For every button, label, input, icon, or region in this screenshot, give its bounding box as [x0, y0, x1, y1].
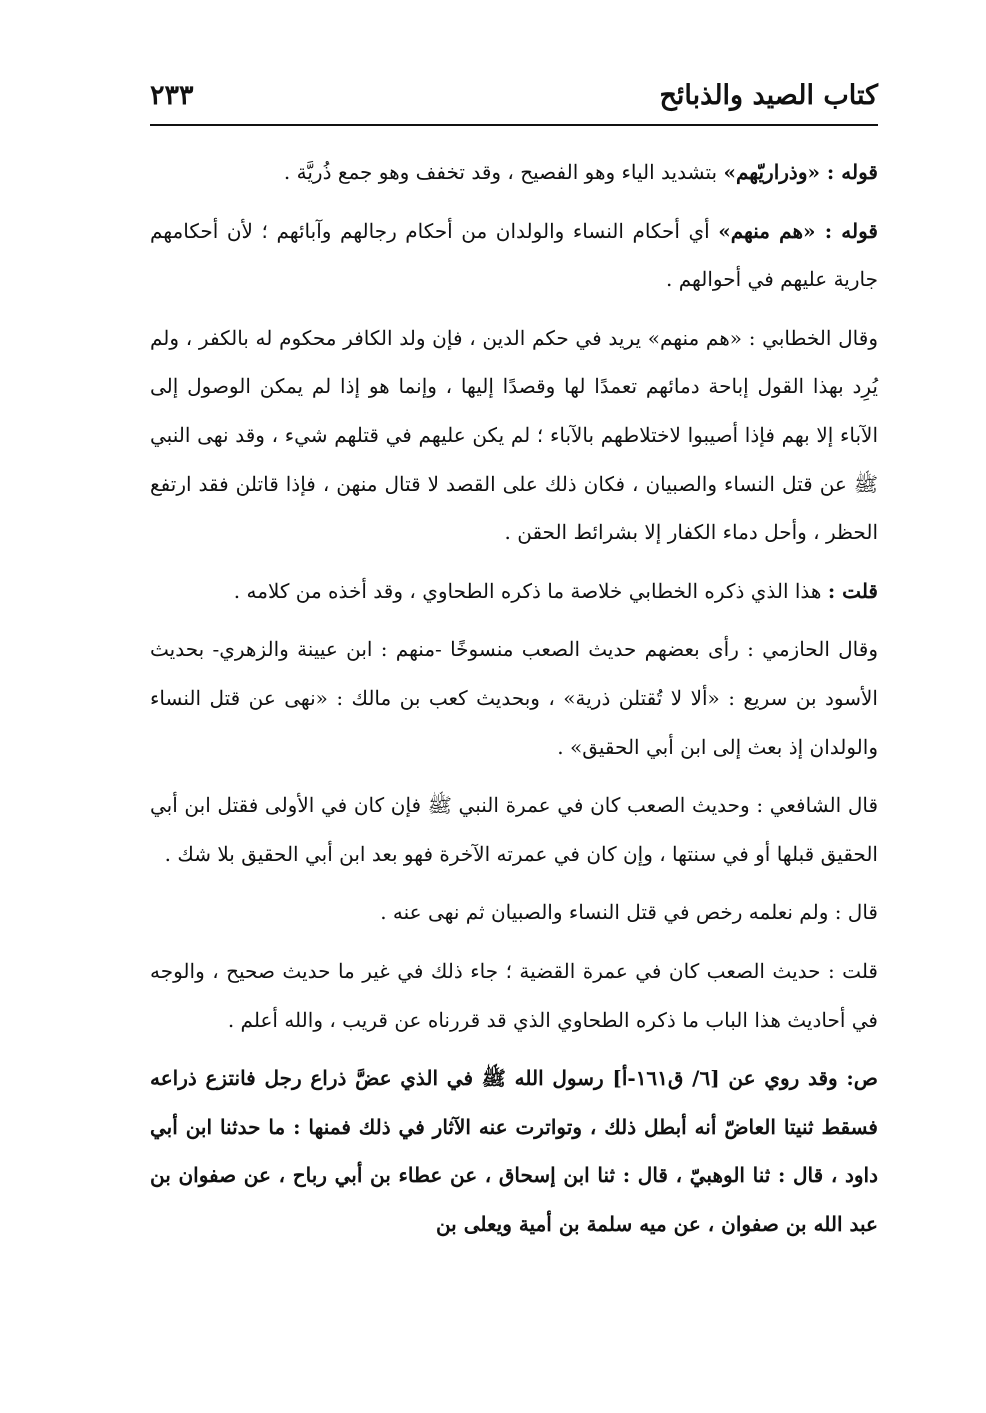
paragraph: [150, 625, 878, 771]
paragraph-text: بتشديد الياء وهو الفصيح ، وقد تخفف وهو جمع ذُريَّة .: [283, 160, 724, 184]
paragraph: [150, 781, 878, 878]
paragraph: [150, 567, 878, 616]
running-header: [150, 78, 878, 126]
paragraph: [150, 207, 878, 304]
paragraph-lead: قلت :: [827, 578, 878, 603]
paragraph-text: قال : ولم نعلمه رخص في قتل النساء والصبيان ثم نهى عنه .: [380, 900, 878, 925]
paragraph-text: قلت : حديث الصعب كان في عمرة القضية ؛ جاء ذلك في غير ما حديث صحيح ، والوجه في أحاديث هذا الباب ما ذكره الطحاوي الذي قد قررناه عن قريب ، والله أعلم .: [150, 958, 878, 1032]
paragraph-lead: قوله : «وذراريّهم»: [723, 160, 878, 184]
page-number: ٢٣٣: [150, 80, 194, 111]
chapter-title: كتاب الصيد والذبائح: [659, 80, 878, 111]
matn-lead: ص:: [846, 1066, 878, 1091]
paragraph-text: قال الشافعي : وحديث الصعب كان في عمرة النبي ﷺ فإن كان في الأولى فقتل ابن أبي الحقيق قبلها أو في سنتها ، وإن كان في عمرته الآخرة فهو بعد ابن أبي الحقيق بلا شك .: [150, 793, 878, 866]
matn-paragraph: [150, 1054, 878, 1248]
paragraph: [150, 947, 878, 1044]
paragraph-text: هذا الذي ذكره الخطابي خلاصة ما ذكره الطحاوي ، وقد أخذه من كلامه .: [233, 578, 828, 603]
paragraph: [150, 314, 878, 557]
paragraph-text: وقال الخطابي : «هم منهم» يريد في حكم الدين ، فإن ولد الكافر محكوم له بالكفر ، ولم يُرِد بهذا القول إباحة دمائهم تعمدًا لها وقصدًا إليها ، وإنما هو إذا لم يمكن الوصول إلى الآباء إلا بهم فإذا أصيبوا لاختلاطهم بالآباء ؛ لم يكن عليهم في قتلهم شيء ، وقد نهى النبي ﷺ عن قتل النساء والصبيان ، فكان ذلك على القصد لا قتال منهن ، فإذا قاتلن فقد ارتفع الحظر ، وأحل دماء الكفار إلا بشرائط الحقن .: [150, 325, 878, 545]
matn-text: وقد روي عن [٦/ ق١٦١-أ] رسول الله ﷺ في الذي عضَّ ذراع رجل فانتزع ذراعه فسقط ثنيتا العاضّ أنه أبطل ذلك ، وتواترت عنه الآثار في ذلك فمنها : ما حدثنا ابن أبي داود ، قال : ثنا الوهبيّ ، قال : ثنا ابن إسحاق ، عن عطاء بن أبي رباح ، عن صفوان بن عبد الله بن صفوان ، عن ميه سلمة بن أمية ويعلى بن: [150, 1066, 878, 1236]
paragraph-text: أي أحكام النساء والولدان من أحكام رجالهم وآبائهم ؛ لأن أحكامهم جارية عليهم في أحوالهم .: [150, 218, 878, 292]
paragraph-lead: قوله : «هم منهم»: [718, 218, 878, 243]
paragraph-text: وقال الحازمي : رأى بعضهم حديث الصعب منسوخًا -منهم : ابن عيينة والزهري- بحديث الأسود بن سريع : «ألا لا تُقتلن ذرية» ، وبحديث كعب بن مالك : «نهى عن قتل النساء والولدان إذ بعث إلى ابن أبي الحقيق» .: [150, 637, 878, 759]
paragraph: [150, 148, 878, 197]
paragraph: [150, 888, 878, 937]
page-body: [150, 148, 878, 1258]
